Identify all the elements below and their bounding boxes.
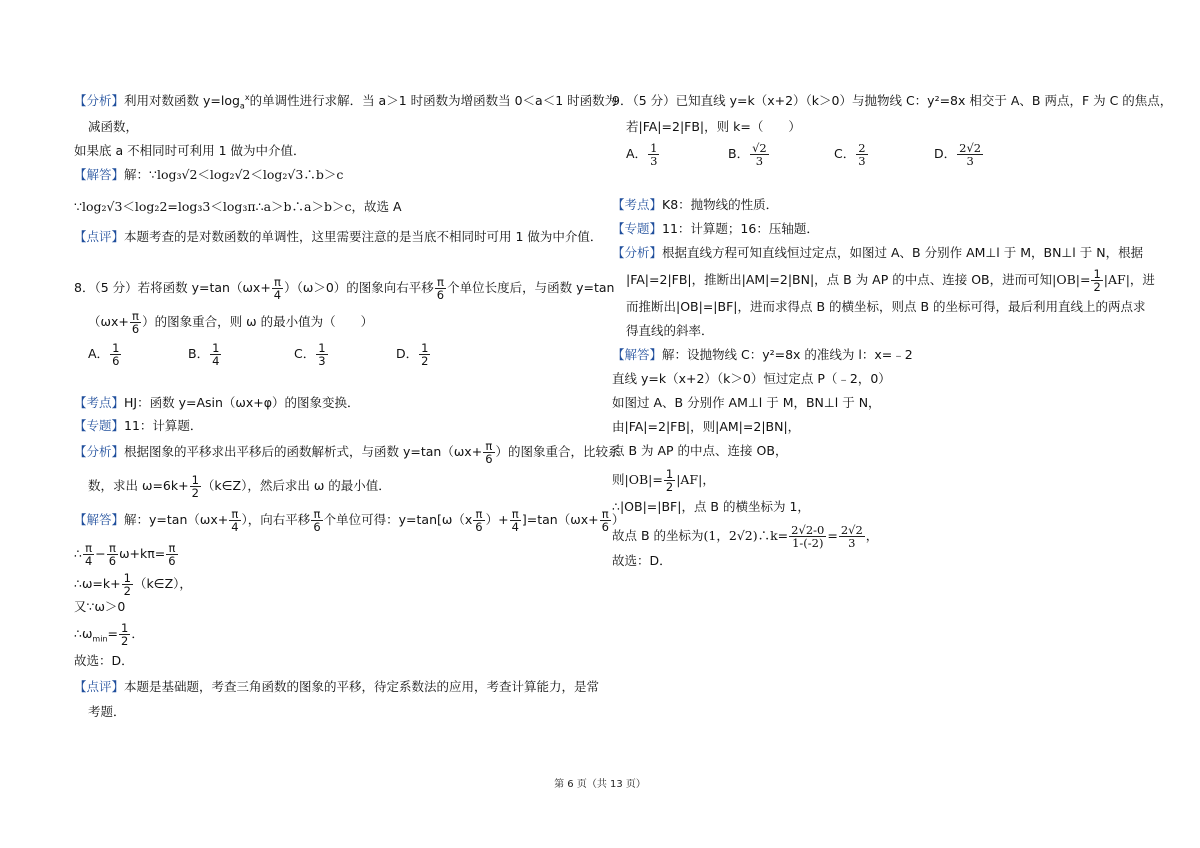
denominator: 6 [601,520,609,534]
denominator: 6 [436,288,445,302]
numerator: 1 [421,341,429,355]
numerator: 1 [1093,267,1101,281]
text: 解：设抛物线 C：y²=8x 的准线为 l：x=﹣2 [662,347,913,362]
q8-solution-line1 [74,508,624,533]
q7-comment-line [74,228,602,246]
text: 的单调性进行求解．当 a＞1 时函数为增函数当 0＜a＜1 时函数为 [249,93,618,108]
text: （k∈Z），然后求出 ω 的最小值． [201,478,391,493]
numerator: π [229,508,240,521]
numerator: 1 [191,473,199,487]
fraction [83,542,94,567]
numerator: π [600,508,611,521]
fraction [122,572,133,597]
denominator: 1-(-2) [792,536,824,550]
q9-analysis-line2 [626,268,1155,293]
q9-solution-line1 [612,346,913,364]
text: ∴ω=k+ [74,576,121,591]
q9-solution-line2: 直线 y=k（x+2）（k＞0）恒过定点 P（﹣2，0） [612,371,891,386]
fraction [648,142,659,167]
fraction [107,542,118,567]
option-label: B． [728,146,750,161]
fraction [510,508,521,533]
fraction [119,622,130,647]
fraction [210,342,221,367]
q9-stem-line1: 9．（5 分）已知直线 y=k（x+2）（k＞0）与抛物线 C：y²=8x 相交于 A、B 两点，F 为 C 的焦点， [612,93,1173,108]
numerator: 1 [112,341,120,355]
text: ）的图象重合，比较系 [495,444,621,459]
option-a [88,342,122,367]
text: ， [702,472,715,487]
q8-analysis-line1 [74,440,621,465]
fraction [419,342,430,367]
numerator: π [83,542,94,555]
text: ），向右平移 [241,512,311,527]
denominator: 6 [131,322,140,336]
numerator: π [272,276,283,289]
q7-analysis-line [74,92,617,110]
option-d [396,342,431,367]
numerator: 2√2 [959,141,982,155]
fraction [130,310,141,335]
numerator: π [166,542,177,555]
q9-analysis-line4: 得直线的斜率． [626,323,714,338]
denominator: 3 [848,536,856,550]
text: 利用对数函数 y=log [124,93,240,108]
denominator: 6 [313,520,321,534]
zhuanti-tag: 【专题】 [74,418,125,433]
option-d [934,142,984,167]
numerator: √2 [752,141,767,155]
option-label: D． [396,346,419,361]
text: 8．（5 分）若将函数 y=tan（ωx+ [74,280,271,295]
q8-solution-line3 [74,572,192,597]
numerator: π [107,542,118,555]
option-b [188,342,222,367]
option-label: A． [626,146,648,161]
text: 11：计算题． [124,418,203,433]
kaodian-tag: 【考点】 [612,197,663,212]
denominator: 4 [273,288,282,302]
q9-solution-line9: 故选：D． [612,553,672,568]
fraction [272,276,283,301]
solution-tag: 【解答】 [74,167,125,182]
text: ） [611,512,625,527]
denominator: 6 [475,520,483,534]
text: 个单位可得：y=tan[ω（x [323,512,473,527]
q9-solution-line4: 由|FA|=2|FB|，则|AM|=2|BN|， [612,419,801,434]
q9-analysis-line3: 而推断出|OB|=|BF|，进而求得点 B 的横坐标，则点 B 的坐标可得，最后利用直线上的两点求 [626,299,1146,314]
page-footer: 第 6 页（共 13 页） [554,779,646,790]
option-label: C． [294,346,316,361]
numerator: π [483,440,494,453]
q8-comment-line1 [74,678,599,696]
text: ]=tan（ωx+ [521,512,599,527]
fraction [750,142,769,167]
q9-solution-line6 [612,468,715,493]
q8-analysis-line2 [88,474,391,499]
option-label: D． [934,146,957,161]
text: ∴ω [74,626,93,641]
kaodian-tag: 【考点】 [74,395,125,410]
text: 个单位长度后，与函数 y=tan [447,280,615,295]
solution-tag: 【解答】 [612,347,663,362]
fraction [110,342,121,367]
denominator: 3 [318,354,326,368]
q9-stem-line2: 若|FA|=2|FB|，则 k=（ ） [626,119,801,134]
q9-solution-line3: 如图过 A、B 分别作 AM⊥l 于 M，BN⊥l 于 N， [612,395,881,410]
q7-solution-line2 [74,198,402,216]
numerator: π [435,276,446,289]
text: 数，求出 ω=6k+ [88,478,189,493]
q8-stem-line1 [74,276,614,301]
comment-tag: 【点评】 [74,229,125,244]
fraction [1091,268,1102,293]
fraction [435,276,446,301]
q9-zhuanti [612,220,819,238]
fraction [600,508,611,533]
fraction [856,142,867,167]
q8-zhuanti [74,417,202,435]
denominator: 3 [755,154,764,168]
denominator: 2 [665,480,674,494]
q9-analysis-line1 [612,244,1143,262]
numerator: 1 [121,621,129,635]
text: （ωx+ [88,314,129,329]
subscript: min [92,634,108,644]
numerator: π [473,508,484,521]
text: ． [131,626,144,641]
fraction [483,440,494,465]
subscript: a [239,101,245,111]
text: K8：抛物线的性质． [662,197,779,212]
text: （k∈Z）， [133,576,192,591]
option-label: C． [834,146,856,161]
numerator: 2√2-0 [791,523,825,537]
text: 11：计算题；16：压轴题． [662,221,819,236]
denominator: 4 [212,354,220,368]
math-expression: (1，2√2)∴k= [703,528,789,543]
math-expression: ∵log₂√3＜log₂2=log₃3＜log₃π∴a＞b∴a＞b＞c [74,199,352,214]
math-expression: log₃√2＜log₂√2＜log₂√3∴b＞c [156,167,344,182]
q8-solution-line4: 又∵ω＞0 [74,599,126,614]
math-expression: |AF| [1103,272,1130,287]
numerator: 1 [212,341,220,355]
text: ）（ω＞0）的图象向右平移 [284,280,434,295]
text: ω+kπ= [119,546,166,561]
denominator: 6 [485,452,493,466]
fraction [473,508,484,533]
q8-solution-line2: ∴ $\frac{\pi}{4}$ − $\frac{\pi}{6}$ ω+kπ= $\frac{\pi}{6}$ [74,541,176,568]
text: ∴ [74,546,82,561]
q8-kaodian [74,394,360,412]
q7-analysis-line3: 如果底 a 不相同时可利用 1 做为中介值． [74,143,306,158]
text: ）+ [485,512,509,527]
numerator: 2√2 [840,523,863,537]
numerator: π [311,508,322,521]
numerator: π [510,508,521,521]
denominator: 3 [858,154,866,168]
q8-solution-line5 [74,622,144,647]
option-label: A． [88,346,110,361]
text: ）的图象重合，则 ω 的最小值为（ ） [142,314,374,329]
option-a [626,142,660,167]
q9-kaodian [612,196,778,214]
denominator: 3 [650,154,658,168]
q8-stem-line2 [88,310,373,335]
text: HJ：函数 y=Asin（ωx+φ）的图象变换． [124,395,360,410]
zhuanti-tag: 【专题】 [612,221,663,236]
denominator: 2 [1093,280,1101,294]
fraction [190,474,201,499]
denominator: 2 [123,584,131,598]
denominator: 6 [168,554,176,568]
fraction [664,468,675,493]
fraction [311,508,322,533]
fraction [316,342,327,367]
fraction [957,142,983,167]
text: 根据图象的平移求出平移后的函数解析式，与函数 y=tan（ωx+ [124,444,483,459]
math-expression: = [827,528,838,543]
text: 根据直线方程可知直线恒过定点，如图过 A、B 分别作 AM⊥l 于 M，BN⊥l 于 N，根据 [662,245,1144,260]
numerator: π [130,310,141,323]
math-expression: |OB|= [624,472,663,487]
text: 解：y=tan（ωx+ [124,512,229,527]
fraction [839,524,865,549]
numerator: 2 [858,141,866,155]
numerator: 1 [318,341,326,355]
text: 本题是基础题，考查三角函数的图象的平移，待定系数法的应用，考查计算能力，是常 [124,679,600,694]
text: ，进 [1129,272,1155,287]
analysis-tag: 【分析】 [74,93,125,108]
fraction [789,524,826,549]
q9-solution-line8 [612,524,878,549]
option-c [294,342,329,367]
text: 解：∵ [124,167,157,182]
option-label: B． [188,346,210,361]
text: ， [865,528,879,543]
denominator: 6 [112,354,120,368]
superscript: x [244,92,250,102]
option-c [834,142,869,167]
q7-solution-line1 [74,166,343,184]
fraction [166,542,177,567]
denominator: 4 [84,554,93,568]
denominator: 6 [108,554,117,568]
comment-tag: 【点评】 [74,679,125,694]
text: ，故选 A [351,199,402,214]
denominator: 2 [121,634,129,648]
math-expression: |OB|= [1052,272,1091,287]
q9-solution-line7: ∴|OB|=|BF|，点 B 的横坐标为 1， [612,499,810,514]
q9-solution-line5: 点 B 为 AP 的中点、连接 OB， [612,443,788,458]
math-expression: |AF| [676,472,703,487]
q7-analysis-line2: 减函数， [88,119,139,134]
denominator: 4 [511,520,519,534]
denominator: 2 [421,354,429,368]
denominator: 2 [191,486,199,500]
fraction [229,508,240,533]
text: |FA|=2|FB|，推断出|AM|=2|BN|，点 B 为 AP 的中点、连接 OB，进而可知 [626,272,1053,287]
analysis-tag: 【分析】 [74,444,125,459]
text: = [107,626,118,641]
denominator: 4 [231,520,239,534]
analysis-tag: 【分析】 [612,245,663,260]
text: 本题考查的是对数函数的单调性，这里需要注意的是当底不相同时可用 1 做为中介值． [124,229,603,244]
q8-comment-line2: 考题． [88,704,126,719]
q8-solution-line6: 故选：D． [74,653,134,668]
numerator: 1 [650,141,658,155]
text: 故点 B 的坐标为 [612,528,704,543]
numerator: 1 [665,467,674,481]
numerator: 1 [123,571,131,585]
denominator: 3 [966,154,974,168]
text: 则 [612,472,625,487]
option-b [728,142,770,167]
solution-tag: 【解答】 [74,512,125,527]
